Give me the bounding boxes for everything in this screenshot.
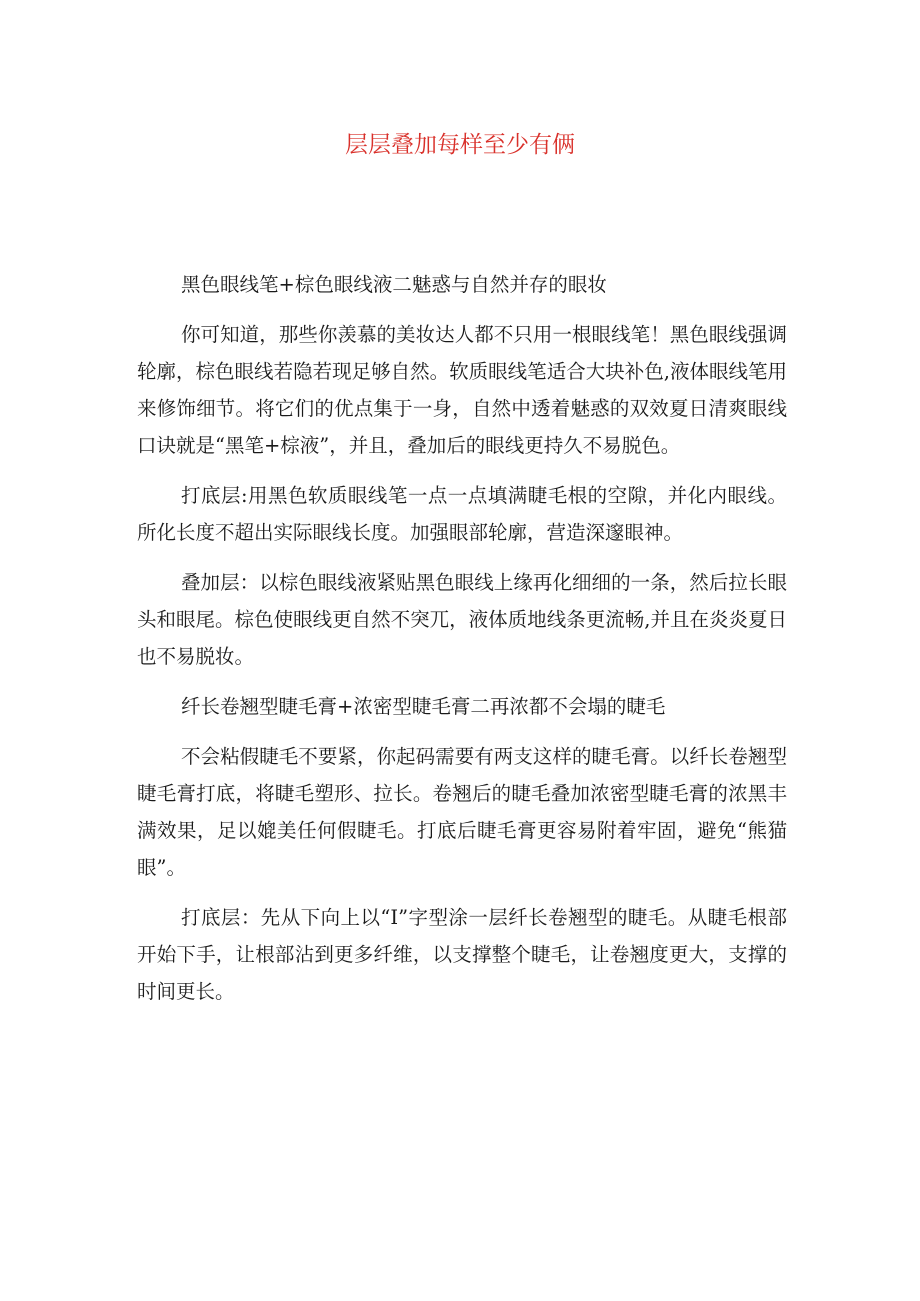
section-heading-eyeliner: 黑色眼线笔+棕色眼线液二魅惑与自然并存的眼妆 xyxy=(181,273,607,296)
section-heading-mascara: 纤长卷翘型睫毛膏+浓密型睫毛膏二再浓都不会塌的睫毛 xyxy=(181,695,666,718)
paragraph-eyeliner-top-layer: 叠加层：以棕色眼线液紧贴黑色眼线上缘再化细细的一条，然后拉长眼头和眼尾。棕色使眼线更自然不突兀，液体质地线条更流畅,并且在炎炎夏日也不易脱妆。 xyxy=(137,571,787,668)
document-body xyxy=(137,266,787,1023)
paragraph-mascara-intro: 不会粘假睫毛不要紧，你起码需要有两支这样的睫毛膏。以纤长卷翘型睫毛膏打底，将睫毛塑形、拉长。卷翘后的睫毛叠加浓密型睫毛膏的浓黑丰满效果，足以媲美任何假睫毛。打底后睫毛膏更容易附着牢固，避免“熊猫眼”。 xyxy=(137,745,787,879)
paragraph-eyeliner-base-layer: 打底层:用黑色软质眼线笔一点一点填满睫毛根的空隙，并化内眼线。所化长度不超出实际眼线长度。加强眼部轮廓，营造深邃眼神。 xyxy=(137,484,787,544)
paragraph-mascara-base-layer: 打底层：先从下向上以“I”字型涂一层纤长卷翘型的睫毛。从睫毛根部开始下手，让根部沾到更多纤维，以支撑整个睫毛，让卷翘度更大，支撑的时间更长。 xyxy=(137,906,787,1003)
paragraph-eyeliner-intro: 你可知道，那些你羡慕的美妆达人都不只用一根眼线笔！黑色眼线强调轮廓，棕色眼线若隐若现足够自然。软质眼线笔适合大块补色,液体眼线笔用来修饰细节。将它们的优点集于一身，自然中透着魅惑的双效夏日清爽眼线口诀就是“黑笔+棕液”，并且，叠加后的眼线更持久不易脱色。 xyxy=(137,323,787,457)
document-title: 层层叠加每样至少有俩 xyxy=(345,132,575,158)
